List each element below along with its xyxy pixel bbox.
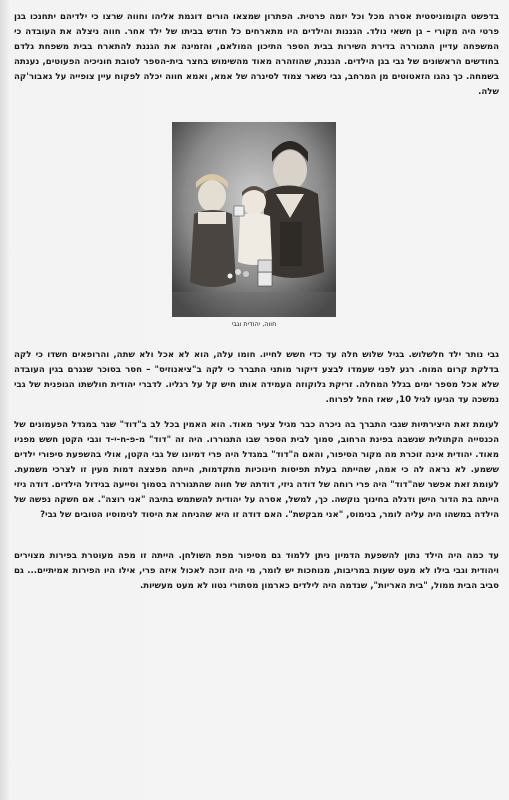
photo-caption: חווה, יהודית וגבי — [231, 320, 277, 328]
paragraph-kindergarten: בדפשט הקומוניסטית אסרה מכל וכל יזמה פרטית. הפתרון שמצאו הורים דוגמת אליהו וחווה שרצו כי ילדיהם יתחנכו בגן פרטי היה מקורי – גן חשאי נולד. הגננות והילדים היו מתארחים כל חודש בביתו של ילד אחר. חווה ניצלה את העובדה כי המשפחה עדיין התגוררה בדירת השירות בבית הספר התיכון המולאם, והזמינה את הגננת להתארח בבית משפחת גלדם בחודשים הראשונים של גבי בגן הילדים. הגננת, שהוזהרה מאוד מהשימוש בחצר בית-הספר לטובת חוניכיה הפעוטים, נענתה בשמחה. כך נהגו הזאטוטים מן המרחב, גבי נשאר צמוד לסינרה של אמא, ואמא חווה יכלה לפקוח עיין צופייה על גאבור'קה שלה. — [14, 12, 499, 97]
paragraph-imagination: לעומת זאת היצירתיות שגבי התברך בה ניכרה כבר מגיל צעיר מאוד. הוא האמין בכל לב ב"דוד" שגר במגדל הפעמונים של הכנסייה הקתולית שנשבה בפינת הרחוב, סמוך לבית הספר שבו התגוררו. היה זה "דוד" מ-פ-ח-י-ד וגבי הקטן חשש מפניו מאוד. יהודית אינה זוכרת מה מקור הסיפור, והאם ה"דוד" במגדל היה פרי דמיונו של גבי הקטן, אולי בהשפעת סיפורי ילדים ששמע. לא נראה לה כי אמה, שהייתה בעלת תפיסות חינוכיות מתקדמות, הייתה מפצצה דמות מעין זו לצרכי משמעת. לעומת זאת אפשר שה"דוד" היה פרי רוחה של דודה גיזי, דודתה של חווה שהתגוררה בסמוך וסייעה בגידול הילדים. דודה גיזי הייתה בת הדור הישן ודגלה בחינוך נוקשה. כך, למשל, אסרה על יהודית להשתמש בתיבה "אני רוצה". אם חשקה נפשה של הילדה במשהו היה עליה לומר, בנימוס, "אני מבקשת". האם דודה זו היא שהניחה את היסוד לנימוסיו הטובים של גבי? — [14, 420, 499, 520]
paragraph-tablecloth: עד כמה היה הילד נתון להשפעת הדמיון ניתן ללמוד גם מסיפור מפת השולחן. הייתה זו מפה מעוטרת בפירות מצוירים ויהודית וגבי בילו לא מעט שעות במריבות, מנוחכות יש לומר, מי היה זוכה לאכול איזה פרי, אילו היו הפירות אמיתיים... גם סביב הבית ממול, "בית האריות", שנדמה היה לילדים כארמון מסתורי נטוו לא מעט מעשיות. — [14, 551, 499, 591]
family-photo-icon — [172, 122, 336, 317]
family-photo — [172, 122, 336, 317]
paragraph-illness: גבי נותר ילד חלשלוש. בגיל שלוש חלה עד כדי חשש לחייו. חומו עלה, הוא לא אכל ולא שתה, והרופאים חשדו כי לקה בדלקת קרום המוח. רגע לפני שעמדו לבצע דיקור מותני התברר כי לקה ב"ציאנוזיס" – חסר בסוכר שנגרם בגין העובדה שלא אכל מספר ימים בגלל המחלה. זריקת גלוקוזה העמידה אותו חיש קל על רגליו. לדברי יהודית חולשתו הגופנית של גבי נמשכה עד הגיעו לגיל 10, שאז החל לפרוח. — [14, 350, 499, 405]
